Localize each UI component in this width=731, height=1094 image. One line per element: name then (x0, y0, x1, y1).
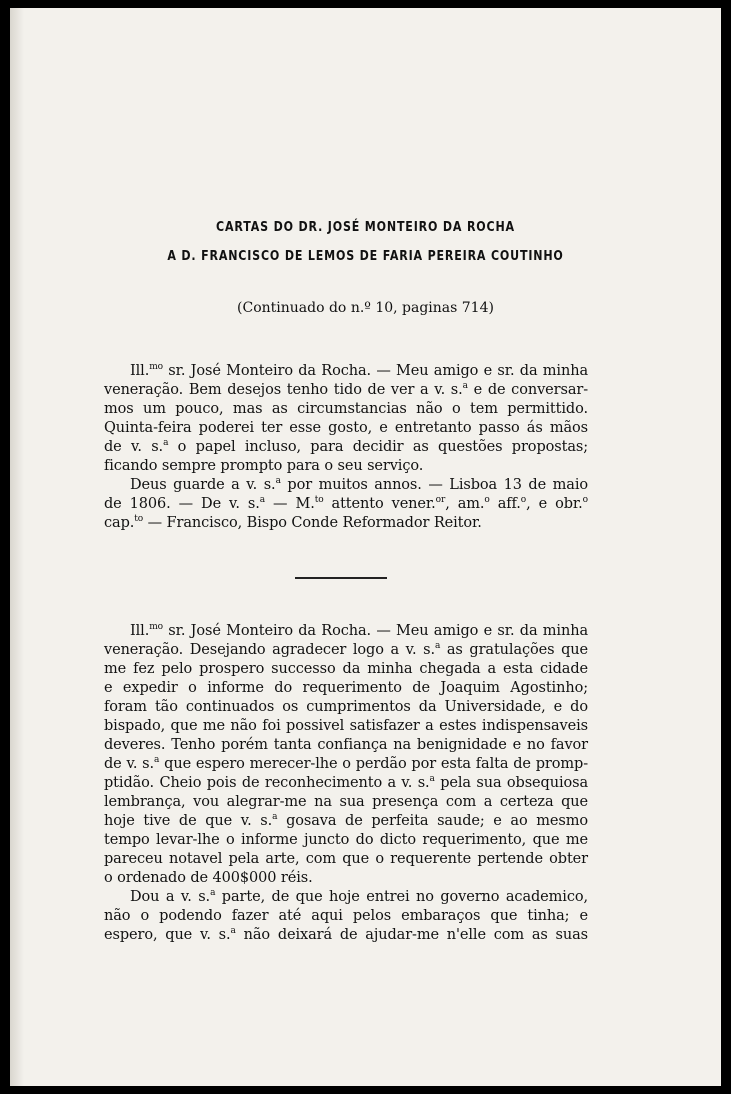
page-edge-shadow (10, 8, 24, 1086)
letter-2-line: Dou a v. s.$^a$ parte, de que hoje entrei no governo academico, (130, 888, 588, 905)
letter-2-line: foram tão continuados os cumprimentos da Universidade, e do (104, 699, 588, 715)
letter-2 (104, 622, 588, 945)
letter-2-line: e expedir o informe do requerimento de Joaquim Agostinho; (104, 680, 588, 696)
letter-2-line: tempo levar-lhe o informe juncto do dicto requerimento, que me (104, 832, 588, 848)
section-divider (295, 577, 387, 579)
document-page (10, 8, 721, 1086)
letter-1-line: Ill.$^{mo}$ sr. José Monteiro da Rocha. — Meu amigo e sr. da minha (130, 362, 588, 379)
letter-2-line: veneração. Desejando agradecer logo a v. s.$^a$ as gratulações que (104, 641, 588, 658)
letter-2-line: me fez pelo prospero successo da minha chegada a esta cidade (104, 661, 588, 677)
title-line-2: A D. FRANCISCO DE LEMOS DE FARIA PEREIRA COUTINHO (167, 248, 564, 264)
letter-1-line: de v. s.$^a$ o papel incluso, para decidir as questões propostas; (104, 438, 588, 455)
continuation-note: (Continuado do n.º 10, paginas 714) (237, 300, 494, 316)
letter-2-line: não o podendo fazer até aqui pelos embaraços que tinha; e (104, 908, 588, 924)
letter-1 (104, 362, 588, 533)
letter-1-line: veneração. Bem desejos tenho tido de ver a v. s.$^a$ e de conversar- (104, 381, 588, 398)
letter-2-line: ptidão. Cheio pois de reconhecimento a v. s.$^a$ pela sua obsequiosa (104, 774, 588, 791)
letter-1-line: de 1806. — De v. s.$^a$ — M.$^{to}$ attento vener.$^{or}$, am.$^o$ aff.$^o$, e obr.$^o$ (104, 495, 588, 512)
letter-2-line: bispado, que me não foi possivel satisfazer a estes indispensaveis (104, 718, 588, 734)
letter-1-line: Deus guarde a v. s.$^a$ por muitos annos. — Lisboa 13 de maio (130, 476, 589, 493)
letter-2-line: lembrança, vou alegrar-me na sua presença com a certeza que (104, 794, 588, 810)
letter-1-line: mos um pouco, mas as circumstancias não o tem permittido. (104, 401, 588, 417)
letter-2-line: deveres. Tenho porém tanta confiança na benignidade e no favor (104, 737, 588, 753)
title-line-1: CARTAS DO DR. JOSÉ MONTEIRO DA ROCHA (216, 219, 515, 235)
letter-2-line: Ill.$^{mo}$ sr. José Monteiro da Rocha. — Meu amigo e sr. da minha (130, 622, 588, 639)
letter-2-line: pareceu notavel pela arte, com que o requerente pertende obter (104, 851, 588, 867)
letter-1-line: Quinta-feira poderei ter esse gosto, e entretanto passo ás mãos (104, 420, 588, 436)
letter-2-line: o ordenado de 400$000 réis. (104, 870, 313, 886)
letter-2-line: hoje tive de que v. s.$^a$ gosava de perfeita saude; e ao mesmo (104, 812, 588, 829)
letter-1-line: cap.$^{to}$ — Francisco, Bispo Conde Reformador Reitor. (104, 514, 482, 531)
letter-2-line: de v. s.$^a$ que espero merecer-lhe o perdão por esta falta de promp- (104, 755, 588, 772)
letter-2-line: espero, que v. s.$^a$ não deixará de ajudar-me n'elle com as suas (104, 926, 588, 943)
letter-1-line: ficando sempre prompto para o seu serviço. (104, 458, 424, 474)
